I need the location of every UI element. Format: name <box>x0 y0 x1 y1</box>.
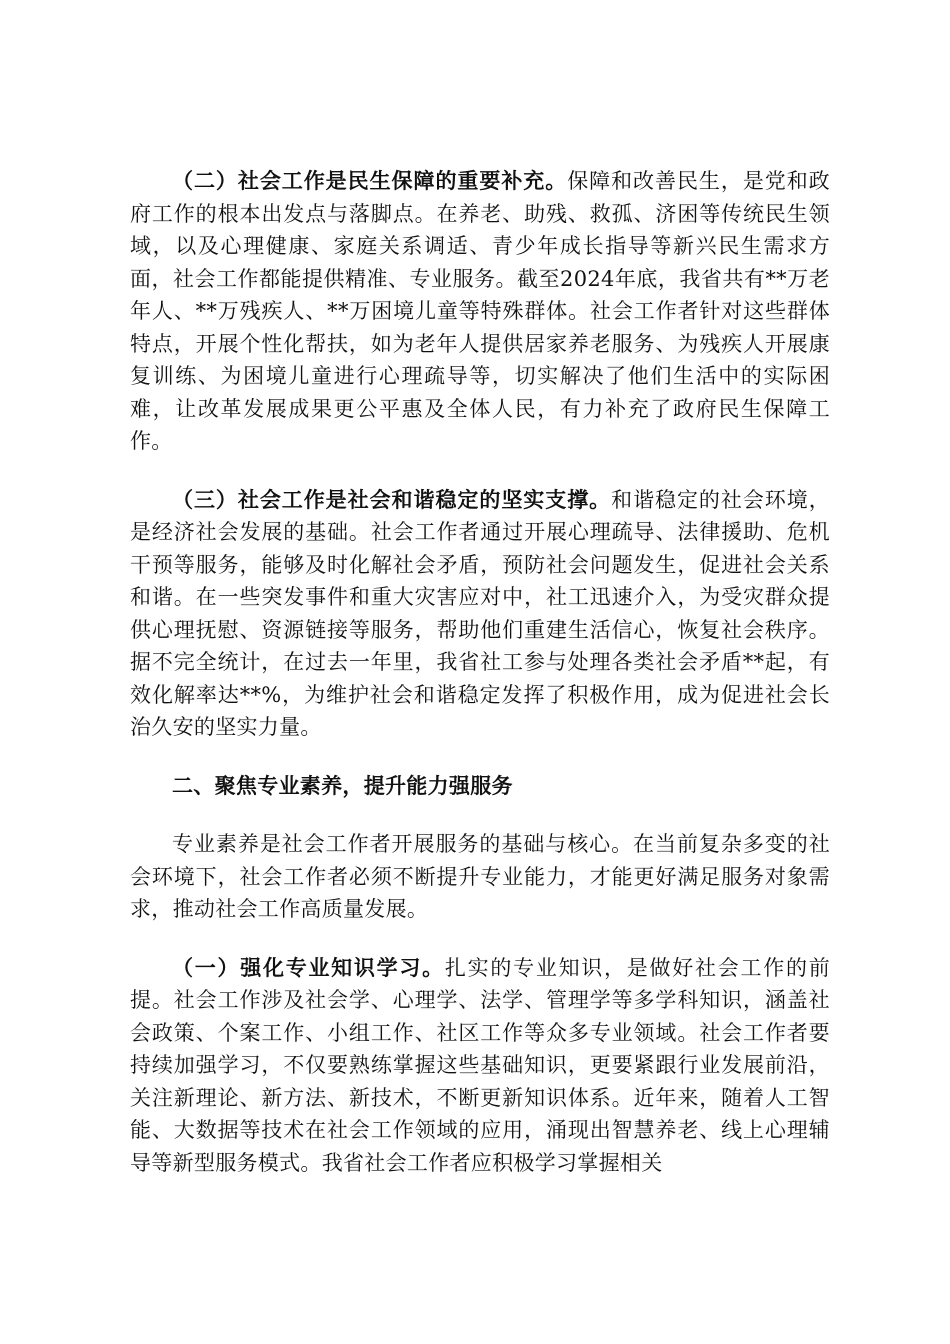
document-page <box>130 165 830 1205</box>
paragraph-body: 和谐稳定的社会环境，是经济社会发展的基础。社会工作者通过开展心理疏导、法律援助、危机干预等服务，能够及时化解社会矛盾，预防社会问题发生，促进社会关系和谐。在一些突发事件和重大灾害应对中，社工迅速介入，为受灾群众提供心理抚慰、资源链接等服务，帮助他们重建生活信心，恢复社会秩序。据不完全统计，在过去一年里，我省社工参与处理各类社会矛盾**起，有效化解率达**%，为维护社会和谐稳定发挥了积极作用，成为促进社会长治久安的坚实力量。 <box>130 487 831 739</box>
paragraph-livelihood <box>130 165 830 458</box>
paragraph-body: 扎实的专业知识，是做好社会工作的前提。社会工作涉及社会学、心理学、法学、管理学等多学科知识，涵盖社会政策、个案工作、小组工作、社区工作等众多专业领域。社会工作者要持续加强学习，不仅要熟练掌握这些基础知识，更要紧跟行业发展前沿，关注新理论、新方法、新技术，不断更新知识体系。近年来，随着人工智能、大数据等技术在社会工作领域的应用，涌现出智慧养老、线上心理辅导等新型服务模式。我省社会工作者应积极学习掌握相关 <box>130 955 830 1175</box>
paragraph-lead: （三）社会工作是社会和谐稳定的坚实支撑。 <box>172 487 612 512</box>
paragraph-lead: （二）社会工作是民生保障的重要补充。 <box>172 169 568 193</box>
paragraph-body: 保障和改善民生，是党和政府工作的根本出发点与落脚点。在养老、助残、救孤、济困等传统民生领域，以及心理健康、家庭关系调适、青少年成长指导等新兴民生需求方面，社会工作都能提供精准、专业服务。截至2024年底，我省共有**万老年人、**万残疾人、**万困境儿童等特殊群体。社会工作者针对这些群体特点，开展个性化帮扶，如为老年人提供居家养老服务、为残疾人开展康复训练、为困境儿童进行心理疏导等，切实解决了他们生活中的实际困难，让改革发展成果更公平惠及全体人民，有力补充了政府民生保障工作。 <box>130 169 830 453</box>
paragraph-harmony <box>130 484 830 744</box>
paragraph-body: 专业素养是社会工作者开展服务的基础与核心。在当前复杂多变的社会环境下，社会工作者必须不断提升专业能力，才能更好满足服务对象需求，推动社会工作高质量发展。 <box>130 832 830 921</box>
paragraph-knowledge <box>130 952 830 1180</box>
paragraph-lead: （一）强化专业知识学习。 <box>172 955 445 980</box>
section-heading: 二、聚焦专业素养，提升能力强服务 <box>172 773 513 798</box>
paragraph-intro <box>130 828 830 926</box>
